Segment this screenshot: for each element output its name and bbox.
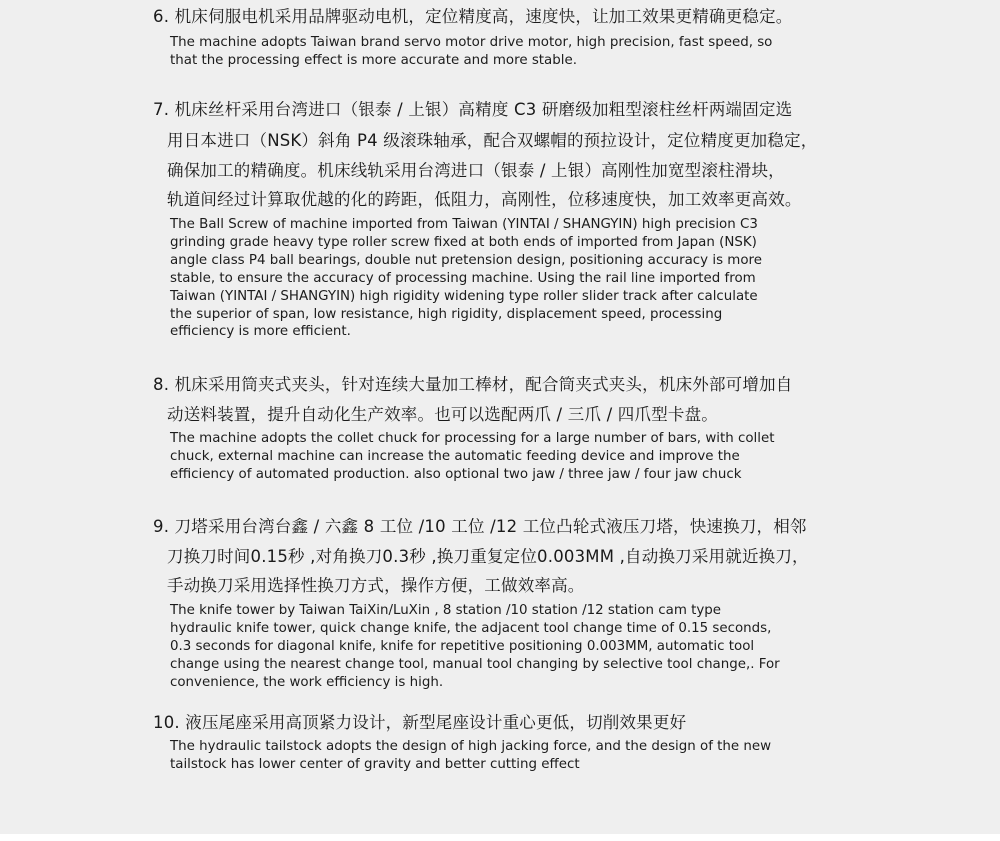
en-line: The machine adopts Taiwan brand servo motor drive motor, high precision, fast speed, so [170,35,773,50]
en-line: the superior of span, low resistance, high rigidity, displacement speed, processing [170,306,723,322]
zh-line: 6. 机床伺服电机采用品牌驱动电机，定位精度高，速度快，让加工效果更精确更稳定。 [153,7,793,26]
en-paragraph [170,738,820,774]
zh-line: 9. 刀塔采用台湾台鑫 / 六鑫 8 工位 /10 工位 /12 工位凸轮式液压刀塔，快速换刀，相邻 [153,517,807,536]
en-line: Taiwan (YINTAI / SHANGYIN) high rigidity widening type roller slider track after calculate [170,288,758,304]
en-line: grinding grade heavy type roller screw fixed at both ends of imported from Japan (NSK) [170,234,757,250]
en-line: The machine adopts the collet chuck for processing for a large number of bars, with collet [170,431,775,446]
zh-line: 手动换刀采用选择性换刀方式，操作方便，工做效率高。 [167,576,585,595]
en-paragraph [170,216,820,341]
en-line: 0.3 seconds for diagonal knife, knife for repetitive positioning 0.003MM, automatic tool [170,638,755,654]
en-line: The knife tower by Taiwan TaiXin/LuXin , 8 station /10 station /12 station cam type [170,603,722,618]
zh-line: 10. 液压尾座采用高顶紧力设计，新型尾座设计重心更低，切削效果更好 [153,713,687,732]
en-paragraph [170,430,820,484]
en-line: efficiency is more efficient. [170,324,351,340]
zh-line: 用日本进口（NSK）斜角 P4 级滚珠轴承，配合双螺帽的预拉设计，定位精度更加稳定， [167,131,818,150]
en-line: convenience, the work efficiency is high. [170,674,444,690]
en-line: The Ball Screw of machine imported from Taiwan (YINTAI / SHANGYIN) high precision C3 [170,217,758,232]
zh-line: 动送料装置，提升自动化生产效率。也可以选配两爪 / 三爪 / 四爪型卡盘。 [167,405,718,424]
zh-line: 轨道间经过计算取优越的化的跨距，低阻力，高刚性，位移速度快，加工效率更高效。 [167,190,802,209]
zh-line: 7. 机床丝杆采用台湾进口（银泰 / 上银）高精度 C3 研磨级加粗型滚柱丝杆两端固定选 [153,100,793,119]
en-paragraph [170,34,820,70]
en-line: angle class P4 ball bearings, double nut pretension design, positioning accuracy is more [170,252,762,268]
en-line: chuck, external machine can increase the automatic feeding device and improve the [170,448,740,464]
en-line: stable, to ensure the accuracy of processing machine. Using the rail line imported from [170,270,756,286]
en-line: tailstock has lower center of gravity and better cutting effect [170,756,580,772]
zh-line: 确保加工的精确度。机床线轨采用台湾进口（银泰 / 上银）高刚性加宽型滚柱滑块， [167,161,785,180]
zh-line: 刀换刀时间0.15秒 ,对角换刀0.3秒 ,换刀重复定位0.003MM ,自动换刀采用就近换刀， [167,547,809,566]
en-line: hydraulic knife tower, quick change knife, the adjacent tool change time of 0.15 seconds, [170,620,772,636]
zh-line: 8. 机床采用筒夹式夹头，针对连续大量加工棒材，配合筒夹式夹头，机床外部可增加自 [153,375,793,394]
en-line: change using the nearest change tool, manual tool changing by selective tool change,. For [170,656,780,672]
en-line: The hydraulic tailstock adopts the design of high jacking force, and the design of the new [170,739,772,754]
en-paragraph [170,602,820,692]
en-line: that the processing effect is more accurate and more stable. [170,52,577,68]
en-line: efficiency of automated production. also optional two jaw / three jaw / four jaw chuck [170,466,742,482]
